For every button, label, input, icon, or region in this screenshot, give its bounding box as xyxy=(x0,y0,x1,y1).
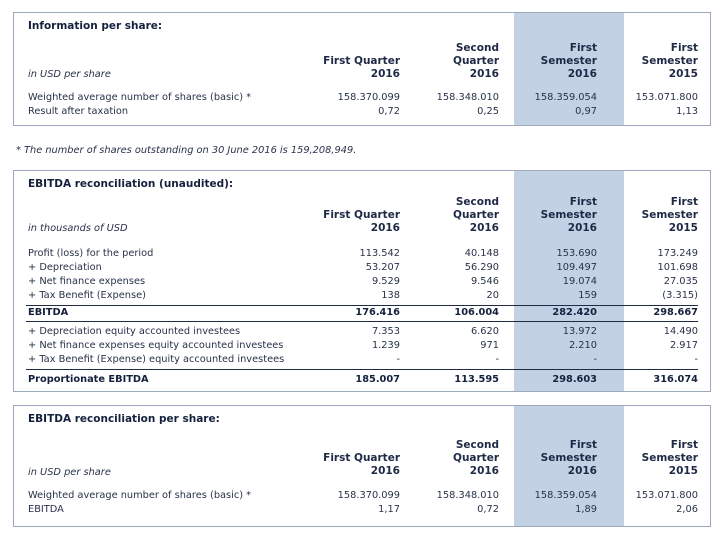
ebitda-total-row: EBITDA 176.416 106.004 282.420 298.667 xyxy=(28,307,698,318)
panel-title: EBITDA reconciliation (unaudited): xyxy=(28,178,234,190)
col-header-q2: Second Quarter 2016 xyxy=(453,42,499,80)
col-header-q2: Second Quarter 2016 xyxy=(453,196,499,234)
divider xyxy=(26,369,698,370)
table-row: + Tax Benefit (Expense) 138 20 159 (3.315) xyxy=(28,290,698,301)
table-row: Weighted average number of shares (basic) * 158.370.099 158.348.010 158.359.054 153.071.800 xyxy=(28,92,698,103)
col-header-q1: First Quarter 2016 xyxy=(323,452,400,477)
col-header-s1-2016: First Semester 2016 xyxy=(540,42,597,80)
col-header-s1-2015: First Semester 2015 xyxy=(641,196,698,234)
table-row: + Depreciation equity accounted investees 7.353 6.620 13.972 14.490 xyxy=(28,326,698,337)
unit-label: in thousands of USD xyxy=(28,223,128,234)
table-row: + Net finance expenses 9.529 9.546 19.074 27.035 xyxy=(28,276,698,287)
col-header-q1: First Quarter 2016 xyxy=(323,55,400,80)
table-row: + Depreciation 53.207 56.290 109.497 101.698 xyxy=(28,262,698,273)
information-per-share-panel xyxy=(13,12,711,126)
proportionate-ebitda-row: Proportionate EBITDA 185.007 113.595 298.603 316.074 xyxy=(28,374,698,385)
col-header-q1: First Quarter 2016 xyxy=(323,209,400,234)
panel-title: EBITDA reconciliation per share: xyxy=(28,413,220,425)
table-row: Profit (loss) for the period 113.542 40.148 153.690 173.249 xyxy=(28,248,698,259)
col-header-s1-2016: First Semester 2016 xyxy=(540,196,597,234)
unit-label: in USD per share xyxy=(28,467,111,478)
col-header-q2: Second Quarter 2016 xyxy=(453,439,499,477)
panel-title: Information per share: xyxy=(28,20,163,32)
divider xyxy=(26,321,698,322)
table-row: Weighted average number of shares (basic) * 158.370.099 158.348.010 158.359.054 153.071.800 xyxy=(28,490,698,501)
ebitda-per-share-panel xyxy=(13,405,711,527)
table-row: EBITDA 1,17 0,72 1,89 2,06 xyxy=(28,504,698,515)
table-row: Result after taxation 0,72 0,25 0,97 1,13 xyxy=(28,106,698,117)
unit-label: in USD per share xyxy=(28,69,111,80)
table-row: + Net finance expenses equity accounted investees 1.239 971 2.210 2.917 xyxy=(28,340,698,351)
ebitda-reconciliation-panel xyxy=(13,170,711,392)
footnote: * The number of shares outstanding on 30 June 2016 is 159,208,949. xyxy=(16,145,357,156)
col-header-s1-2015: First Semester 2015 xyxy=(641,439,698,477)
table-row: + Tax Benefit (Expense) equity accounted investees - - - - xyxy=(28,354,698,365)
col-header-s1-2016: First Semester 2016 xyxy=(540,439,597,477)
col-header-s1-2015: First Semester 2015 xyxy=(641,42,698,80)
